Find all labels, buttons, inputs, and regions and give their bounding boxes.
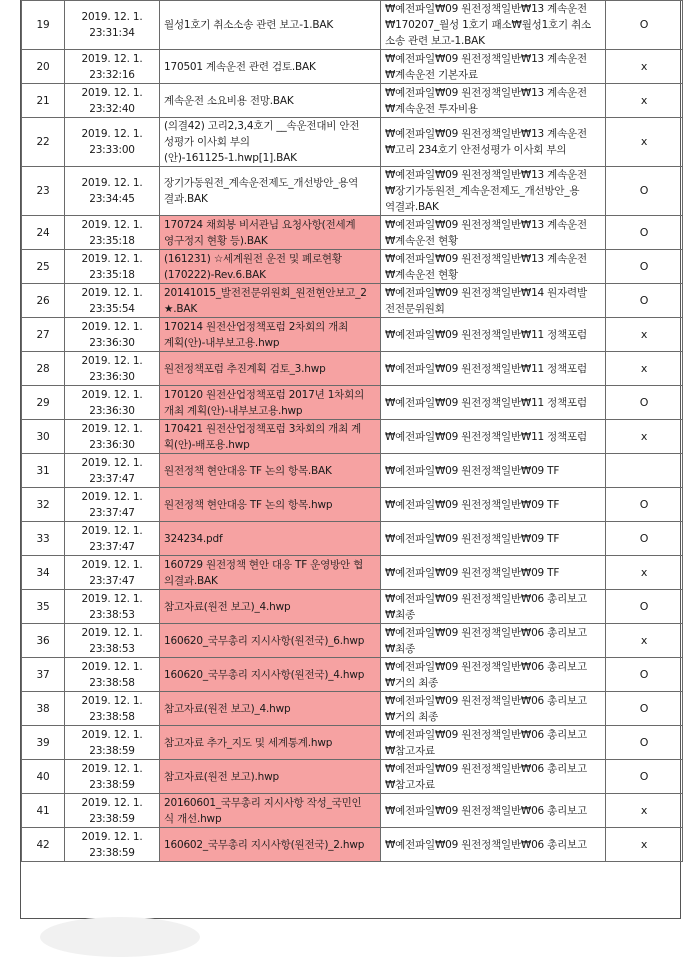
row-number: 39 <box>22 726 65 760</box>
row-filename: 170421 원전산업정책포럼 3차회의 개최 계 획(안)-배포용.hwp <box>160 420 381 454</box>
row-timestamp: 2019. 12. 1. 23:35:18 <box>65 216 160 250</box>
row-status-mark: O <box>606 284 683 318</box>
row-timestamp: 2019. 12. 1. 23:37:47 <box>65 556 160 590</box>
row-number: 42 <box>22 828 65 862</box>
row-status-mark: O <box>606 590 683 624</box>
row-status-mark: x <box>606 556 683 590</box>
row-timestamp: 2019. 12. 1. 23:38:53 <box>65 590 160 624</box>
row-status-mark: x <box>606 794 683 828</box>
row-status-mark: O <box>606 760 683 794</box>
row-filename: 참고자료(원전 보고).hwp <box>160 760 381 794</box>
table-row <box>22 318 683 352</box>
row-number: 23 <box>22 167 65 216</box>
row-number: 41 <box>22 794 65 828</box>
row-status-mark: O <box>606 1 683 50</box>
row-timestamp: 2019. 12. 1. 23:38:58 <box>65 658 160 692</box>
table-row <box>22 250 683 284</box>
row-timestamp: 2019. 12. 1. 23:32:16 <box>65 50 160 84</box>
row-filename: 원전정책 현안대응 TF 논의 항목.hwp <box>160 488 381 522</box>
table-row <box>22 216 683 250</box>
row-number: 24 <box>22 216 65 250</box>
row-path: ₩예전파일₩09 원전정책일반₩11 정책포럼 <box>381 318 606 352</box>
row-filename: 170501 계속운전 관련 검토.BAK <box>160 50 381 84</box>
row-number: 32 <box>22 488 65 522</box>
row-number: 20 <box>22 50 65 84</box>
row-number: 22 <box>22 118 65 167</box>
row-filename: 160620_국무총리 지시사항(원전국)_6.hwp <box>160 624 381 658</box>
row-path: ₩예전파일₩09 원전정책일반₩06 총리보고 ₩최종 <box>381 624 606 658</box>
row-number: 28 <box>22 352 65 386</box>
row-timestamp: 2019. 12. 1. 23:35:18 <box>65 250 160 284</box>
row-timestamp: 2019. 12. 1. 23:37:47 <box>65 454 160 488</box>
row-status-mark: x <box>606 420 683 454</box>
table-row <box>22 658 683 692</box>
row-number: 30 <box>22 420 65 454</box>
row-number: 31 <box>22 454 65 488</box>
row-number: 25 <box>22 250 65 284</box>
row-timestamp: 2019. 12. 1. 23:38:58 <box>65 692 160 726</box>
row-path: ₩예전파일₩09 원전정책일반₩13 계속운전 ₩계속운전 현황 <box>381 250 606 284</box>
row-path: ₩예전파일₩09 원전정책일반₩13 계속운전 ₩계속운전 투자비용 <box>381 84 606 118</box>
row-timestamp: 2019. 12. 1. 23:36:30 <box>65 420 160 454</box>
row-filename: 160729 원전정책 현안 대응 TF 운영방안 협 의결과.BAK <box>160 556 381 590</box>
row-timestamp: 2019. 12. 1. 23:33:00 <box>65 118 160 167</box>
row-status-mark: O <box>606 488 683 522</box>
row-path: ₩예전파일₩09 원전정책일반₩11 정책포럼 <box>381 420 606 454</box>
row-number: 38 <box>22 692 65 726</box>
row-path: ₩예전파일₩09 원전정책일반₩13 계속운전 ₩장기가동원전_계속운전제도_개선방안_용 역결과.BAK <box>381 167 606 216</box>
row-timestamp: 2019. 12. 1. 23:38:59 <box>65 794 160 828</box>
row-number: 26 <box>22 284 65 318</box>
row-filename: (의결42) 고리2,3,4호기 __속운전대비 안전 성평가 이사회 부의 (안)-161125-1.hwp[1].BAK <box>160 118 381 167</box>
row-status-mark: O <box>606 250 683 284</box>
file-log-table <box>21 0 683 862</box>
table-row <box>22 624 683 658</box>
row-number: 35 <box>22 590 65 624</box>
row-path: ₩예전파일₩09 원전정책일반₩06 총리보고 ₩거의 최종 <box>381 692 606 726</box>
table-row <box>22 454 683 488</box>
row-filename: 참고자료(원전 보고)_4.hwp <box>160 590 381 624</box>
table-row <box>22 1 683 50</box>
row-timestamp: 2019. 12. 1. 23:38:59 <box>65 760 160 794</box>
row-timestamp: 2019. 12. 1. 23:35:54 <box>65 284 160 318</box>
row-filename: 계속운전 소요비용 전망.BAK <box>160 84 381 118</box>
table-row <box>22 386 683 420</box>
table-row <box>22 828 683 862</box>
row-status-mark: x <box>606 84 683 118</box>
table-row <box>22 420 683 454</box>
row-number: 36 <box>22 624 65 658</box>
row-status-mark: O <box>606 167 683 216</box>
row-number: 27 <box>22 318 65 352</box>
row-path: ₩예전파일₩09 원전정책일반₩06 총리보고 ₩최종 <box>381 590 606 624</box>
document-table-container <box>20 0 681 919</box>
row-path: ₩예전파일₩09 원전정책일반₩06 총리보고 <box>381 794 606 828</box>
row-status-mark: x <box>606 828 683 862</box>
page-edge-shadow <box>40 917 200 957</box>
row-path: ₩예전파일₩09 원전정책일반₩13 계속운전 ₩고리 234호기 안전성평가 이사회 부의 <box>381 118 606 167</box>
row-number: 33 <box>22 522 65 556</box>
row-filename: 참고자료 추가_지도 및 세계통계.hwp <box>160 726 381 760</box>
row-filename: 324234.pdf <box>160 522 381 556</box>
table-row <box>22 692 683 726</box>
row-path: ₩예전파일₩09 원전정책일반₩06 총리보고 <box>381 828 606 862</box>
table-row <box>22 556 683 590</box>
table-row <box>22 590 683 624</box>
row-status-mark: O <box>606 726 683 760</box>
table-row <box>22 352 683 386</box>
table-row <box>22 726 683 760</box>
row-path: ₩예전파일₩09 원전정책일반₩09 TF <box>381 522 606 556</box>
table-row <box>22 522 683 556</box>
row-filename: 참고자료(원전 보고)_4.hwp <box>160 692 381 726</box>
row-status-mark: x <box>606 50 683 84</box>
row-path: ₩예전파일₩09 원전정책일반₩09 TF <box>381 488 606 522</box>
row-path: ₩예전파일₩09 원전정책일반₩11 정책포럼 <box>381 386 606 420</box>
row-path: ₩예전파일₩09 원전정책일반₩11 정책포럼 <box>381 352 606 386</box>
row-filename: 160602_국무총리 지시사항(원전국)_2.hwp <box>160 828 381 862</box>
row-number: 19 <box>22 1 65 50</box>
row-status-mark: x <box>606 352 683 386</box>
row-timestamp: 2019. 12. 1. 23:37:47 <box>65 522 160 556</box>
row-path: ₩예전파일₩09 원전정책일반₩13 계속운전 ₩170207_월성 1호기 패소₩월성1호기 취소 소송 관련 보고-1.BAK <box>381 1 606 50</box>
row-filename: 170214 원전산업정책포럼 2차회의 개최 계획(안)-내부보고용.hwp <box>160 318 381 352</box>
row-status-mark: O <box>606 658 683 692</box>
row-number: 37 <box>22 658 65 692</box>
row-timestamp: 2019. 12. 1. 23:34:45 <box>65 167 160 216</box>
row-filename: 170120 원전산업정책포럼 2017년 1차회의 개최 계획(안)-내부보고용.hwp <box>160 386 381 420</box>
row-path: ₩예전파일₩09 원전정책일반₩06 총리보고 ₩참고자료 <box>381 726 606 760</box>
row-path: ₩예전파일₩09 원전정책일반₩09 TF <box>381 454 606 488</box>
row-filename: 원전정책 현안대응 TF 논의 항목.BAK <box>160 454 381 488</box>
row-path: ₩예전파일₩09 원전정책일반₩06 총리보고 ₩거의 최종 <box>381 658 606 692</box>
table-row <box>22 118 683 167</box>
row-filename: 170724 채희봉 비서관님 요청사항(전세계 영구정지 현황 등).BAK <box>160 216 381 250</box>
row-status-mark: O <box>606 216 683 250</box>
row-filename: 160620_국무총리 지시사항(원전국)_4.hwp <box>160 658 381 692</box>
row-path: ₩예전파일₩09 원전정책일반₩09 TF <box>381 556 606 590</box>
row-path: ₩예전파일₩09 원전정책일반₩13 계속운전 ₩계속운전 기본자료 <box>381 50 606 84</box>
row-filename: 20160601_국무총리 지시사항 작성_국민인 식 개선.hwp <box>160 794 381 828</box>
table-body <box>22 1 683 862</box>
row-filename: (161231) ☆세계원전 운전 및 폐로현황 (170222)-Rev.6.BAK <box>160 250 381 284</box>
row-number: 21 <box>22 84 65 118</box>
table-row <box>22 488 683 522</box>
row-timestamp: 2019. 12. 1. 23:38:59 <box>65 828 160 862</box>
row-filename: 장기가동원전_계속운전제도_개선방안_용역 결과.BAK <box>160 167 381 216</box>
row-status-mark: O <box>606 692 683 726</box>
row-timestamp: 2019. 12. 1. 23:36:30 <box>65 318 160 352</box>
row-status-mark <box>606 454 683 488</box>
row-filename: 원전정책포럼 추진계획 검토_3.hwp <box>160 352 381 386</box>
row-path: ₩예전파일₩09 원전정책일반₩14 원자력발 전전문위원회 <box>381 284 606 318</box>
row-number: 34 <box>22 556 65 590</box>
row-path: ₩예전파일₩09 원전정책일반₩13 계속운전 ₩계속운전 현황 <box>381 216 606 250</box>
row-timestamp: 2019. 12. 1. 23:36:30 <box>65 386 160 420</box>
row-timestamp: 2019. 12. 1. 23:32:40 <box>65 84 160 118</box>
row-status-mark: x <box>606 624 683 658</box>
row-timestamp: 2019. 12. 1. 23:37:47 <box>65 488 160 522</box>
row-status-mark: O <box>606 386 683 420</box>
table-row <box>22 760 683 794</box>
row-path: ₩예전파일₩09 원전정책일반₩06 총리보고 ₩참고자료 <box>381 760 606 794</box>
table-row <box>22 50 683 84</box>
table-row <box>22 284 683 318</box>
row-status-mark: x <box>606 318 683 352</box>
row-timestamp: 2019. 12. 1. 23:38:53 <box>65 624 160 658</box>
row-number: 40 <box>22 760 65 794</box>
row-status-mark: O <box>606 522 683 556</box>
row-filename: 20141015_발전전문위원회_원전현안보고_2 ★.BAK <box>160 284 381 318</box>
table-row <box>22 167 683 216</box>
row-status-mark: x <box>606 118 683 167</box>
row-number: 29 <box>22 386 65 420</box>
row-timestamp: 2019. 12. 1. 23:31:34 <box>65 1 160 50</box>
row-timestamp: 2019. 12. 1. 23:38:59 <box>65 726 160 760</box>
table-row <box>22 84 683 118</box>
row-timestamp: 2019. 12. 1. 23:36:30 <box>65 352 160 386</box>
table-row <box>22 794 683 828</box>
row-filename: 월성1호기 취소소송 관련 보고-1.BAK <box>160 1 381 50</box>
